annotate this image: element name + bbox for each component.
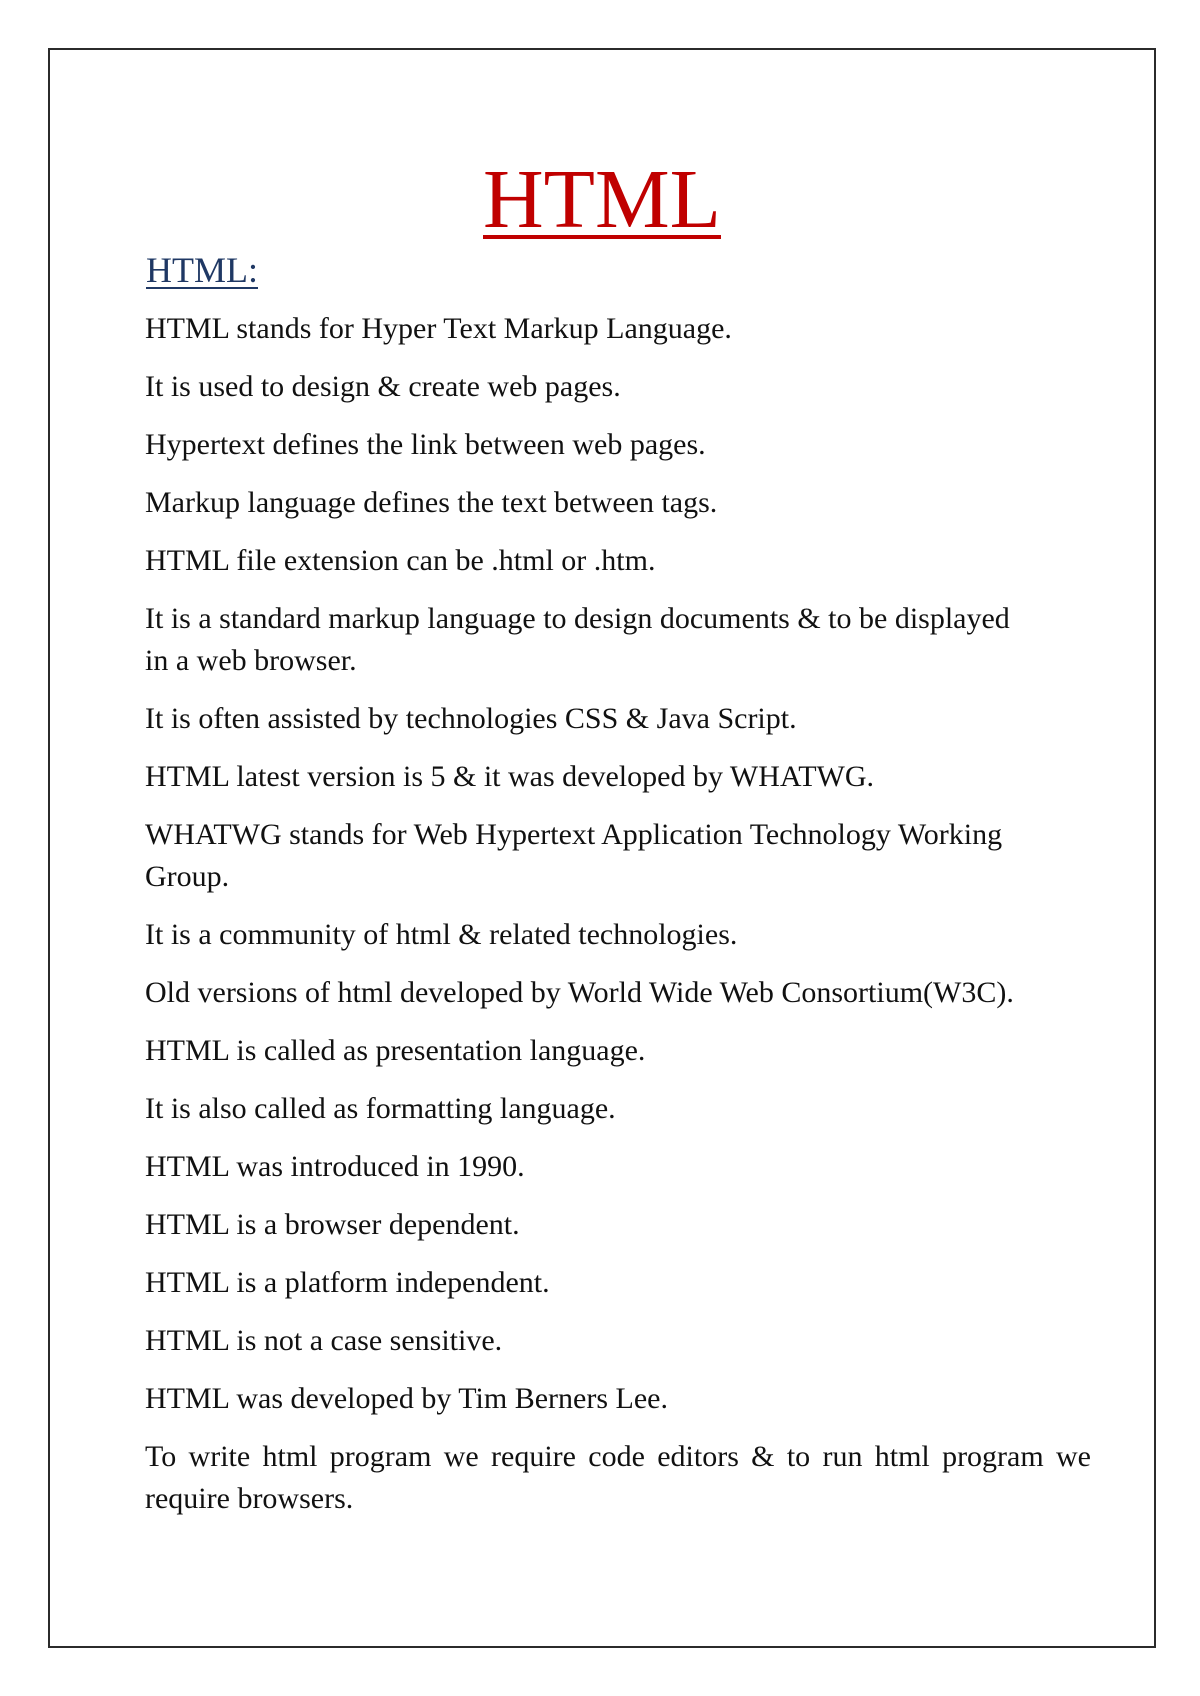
fact-item: HTML latest version is 5 & it was developed by WHATWG.: [145, 760, 875, 793]
fact-item: HTML is a browser dependent.: [145, 1208, 520, 1241]
fact-item: HTML is not a case sensitive.: [145, 1324, 503, 1357]
fact-item: WHATWG stands for Web Hypertext Application Technology Working Group.: [145, 818, 1003, 893]
fact-item: HTML file extension can be .html or .htm.: [145, 544, 656, 577]
fact-item: Old versions of html developed by World Wide Web Consortium(W3C).: [145, 976, 1014, 1009]
fact-item: It is a standard markup language to design documents & to be displayed in a web browser.: [145, 602, 1010, 677]
fact-item: HTML stands for Hyper Text Markup Language.: [145, 312, 732, 345]
fact-item: HTML is a platform independent.: [145, 1266, 550, 1299]
fact-item: HTML was developed by Tim Berners Lee.: [145, 1382, 668, 1415]
section-heading: HTML:: [146, 250, 258, 290]
fact-item: HTML is called as presentation language.: [145, 1034, 646, 1067]
fact-item: To write html program we require code editors & to run html program we require browsers.: [145, 1440, 1091, 1515]
fact-item: It is a community of html & related technologies.: [145, 918, 738, 951]
fact-item: It is also called as formatting language.: [145, 1092, 616, 1125]
document-title: HTML: [483, 153, 721, 246]
fact-list: [145, 308, 1091, 1536]
fact-item: HTML was introduced in 1990.: [145, 1150, 525, 1183]
page-border: [48, 48, 1156, 1648]
fact-item: It is often assisted by technologies CSS & Java Script.: [145, 702, 797, 735]
fact-item: It is used to design & create web pages.: [145, 370, 621, 403]
fact-item: Hypertext defines the link between web pages.: [145, 428, 706, 461]
fact-item: Markup language defines the text between tags.: [145, 486, 718, 519]
